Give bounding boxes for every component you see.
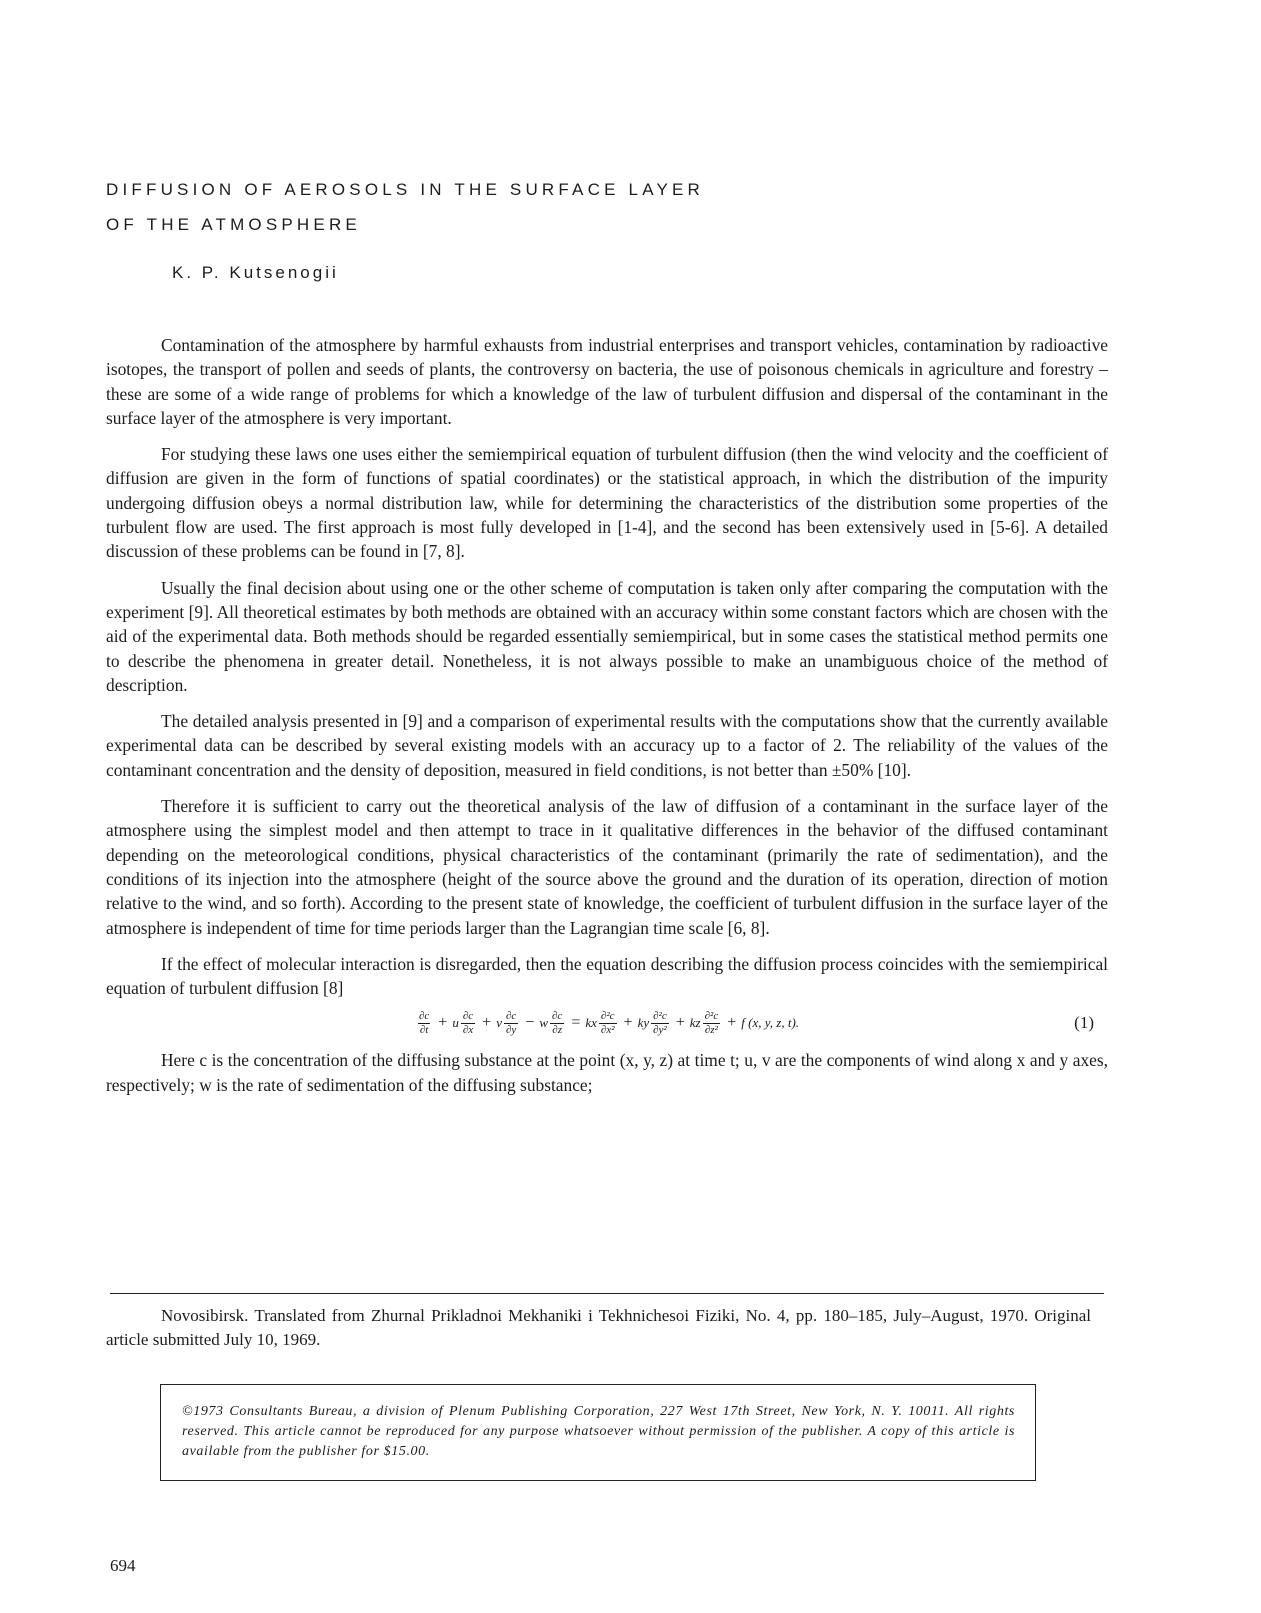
page-number: 694: [110, 1556, 136, 1575]
eq-source-term: f (x, y, z, t).: [741, 1015, 800, 1031]
eq-fraction-dc-dz: $\frac{\partial c}{\partial z}$: [552, 1009, 563, 1036]
copyright-notice: ©1973 Consultants Bureau, a division of Plenum Publishing Corporation, 227 West 17th Street, New York, N. Y. 10011. All rights reserved. This article cannot be reproduced for any purpose whatsoever without permission of the publisher. A copy of this article is available from the publisher for $15.00.: [160, 1384, 1036, 1481]
eq-fraction-dc-dt: $\frac{\partial c}{\partial t}$: [418, 1009, 430, 1036]
paragraph-5: Therefore it is sufficient to carry out the theoretical analysis of the law of diffusion of a contaminant in the surface layer of the atmosphere using the simplest model and then attempt to trace in it qualitative differences in the behavior of the diffused contaminant depending on the meteorological conditions, physical characteristics of the contaminant (primarily the rate of sedimentation), and the conditions of its injection into the atmosphere (height of the source above the ground and the duration of its operation, direction of motion relative to the wind, and so forth). According to the present state of knowledge, the coefficient of turbulent diffusion in the surface layer of the atmosphere is independent of time for time periods larger than the Lagrangian time scale [6, 8].: [106, 796, 1108, 938]
footnote: [106, 1304, 1091, 1352]
eq-fraction-d2c-dy2: $\frac{\text{∂²c}}{\text{∂y²}}$: [653, 1009, 667, 1036]
eq-fraction-d2c-dz2: $\frac{\text{∂²c}}{\text{∂z²}}$: [704, 1009, 719, 1036]
paragraph-1: Contamination of the atmosphere by harmful exhausts from industrial enterprises and transport vehicles, contamination by radioactive isotopes, the transport of pollen and seeds of plants, the controversy on bacteria, the use of poisonous chemicals in agriculture and forestry – these are some of a wide range of problems for which a knowledge of the law of turbulent diffusion and dispersal of the contaminant in the surface layer of the atmosphere is very important.: [106, 335, 1108, 428]
eq-fraction-dc-dy: $\frac{\partial c}{\partial y}$: [505, 1009, 517, 1036]
paragraph-2: For studying these laws one uses either the semiempirical equation of turbulent diffusion (then the wind velocity and the coefficient of diffusion are given in the form of functions of spatial coordinates) or the statistical approach, in which the distribution of the impurity undergoing diffusion obeys a normal distribution law, while for determining the characteristics of the distribution some properties of the turbulent flow are used. The first approach is most fully developed in [1-4], and the second has been extensively used in [5-6]. A detailed discussion of these problems can be found in [7, 8].: [106, 444, 1108, 562]
article-title-line-1: DIFFUSION OF AEROSOLS IN THE SURFACE LAYER: [106, 180, 705, 199]
paragraph-4: The detailed analysis presented in [9] and a comparison of experimental results with the computations show that the currently available experimental data can be described by several existing models with an accuracy up to a factor of 2. The reliability of the values of the contaminant concentration and the density of deposition, measured in field conditions, is not better than ±50% [10].: [106, 711, 1108, 780]
paragraph-6: If the effect of molecular interaction is disregarded, then the equation describing the diffusion process coincides with the semiempirical equation of turbulent diffusion [8]: [106, 953, 1108, 999]
footnote-text: Novosibirsk. Translated from Zhurnal Prikladnoi Mekhaniki i Tekhnichesoi Fiziki, No. 4, pp. 180–185, July–August, 1970. Original article submitted July 10, 1969.: [106, 1306, 1091, 1349]
equation-1: $\frac{\partial c}{\partial t}$ + u $\frac{\partial c}{\partial x}$ + v $\frac{\partial c}{\partial y}$ − w $\frac{\partial c}{\partial z}$ = kx $\frac{\text{∂²c}}{\text{∂x²}}$ + ky $\frac{\text{∂²c}}{\text{∂y²}}$ + kz $\frac{\text{∂²c}}{\text{∂z²}}$ + f (x, y, z, t). (1): [418, 1009, 1094, 1036]
equation-number: (1): [1074, 1013, 1094, 1033]
article-body: [106, 333, 1108, 1109]
paragraph-7: Here c is the concentration of the diffusing substance at the point (x, y, z) at time t; u, v are the components of wind along x and y axes, respectively; w is the rate of sedimentation of the diffusing substance;: [106, 1050, 1108, 1095]
author-name: K. P. Kutsenogii: [172, 263, 339, 282]
eq-fraction-d2c-dx2: $\frac{\text{∂²c}}{\text{∂x²}}$: [600, 1009, 615, 1036]
eq-fraction-dc-dx: $\frac{\partial c}{\partial x}$: [462, 1009, 474, 1036]
article-title-line-2: OF THE ATMOSPHERE: [106, 215, 361, 234]
footnote-divider: [110, 1293, 1104, 1294]
paragraph-3: Usually the final decision about using one or the other scheme of computation is taken only after comparing the computation with the experiment [9]. All theoretical estimates by both methods are obtained with an accuracy within some constant factors which are chosen with the aid of the experimental data. Both methods should be regarded essentially semiempirical, but in some cases the statistical method permits one to describe the phenomena in greater detail. Nonetheless, it is not always possible to make an unambiguous choice of the method of description.: [106, 577, 1108, 695]
